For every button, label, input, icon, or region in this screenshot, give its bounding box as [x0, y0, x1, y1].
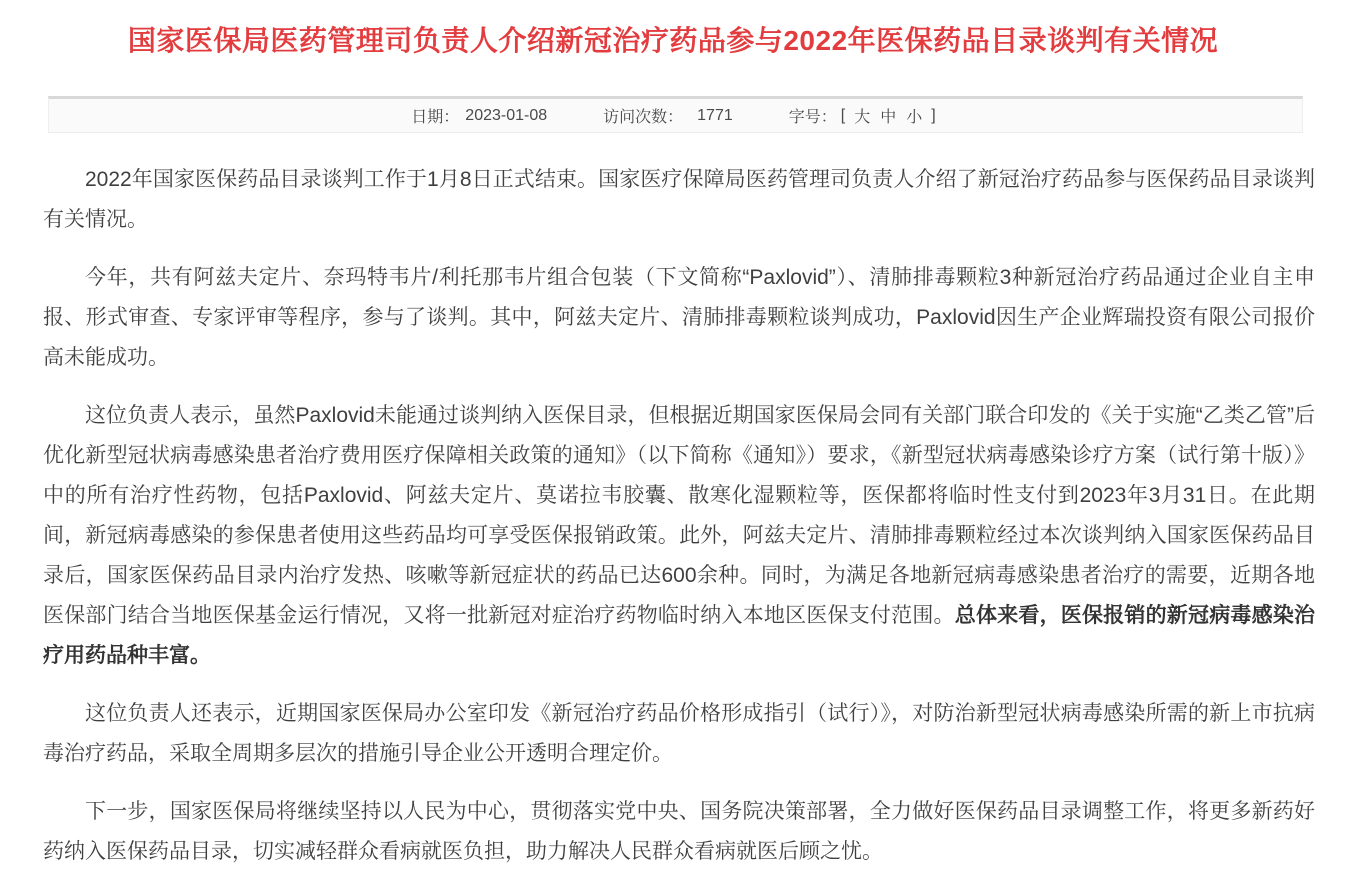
paragraph-bold-text: 总体来看，医保报销的新冠病毒感染治疗用药品种丰富。 — [43, 604, 1316, 667]
visits-label: 访问次数： — [603, 109, 684, 126]
font-size-label: 字号： — [788, 109, 837, 126]
date-value: 2023-01-08 — [465, 106, 548, 124]
visits-count: 1771 — [697, 106, 733, 124]
paragraph-text: 这位负责人还表示，近期国家医保局办公室印发《新冠治疗药品价格形成指引（试行）》，对防治新型冠状病毒感染所需的新上市抗病毒治疗药品，采取全周期多层次的措施引导企业公开透明合理定价。 — [43, 702, 1315, 765]
paragraph-text: 这位负责人表示，虽然Paxlovid未能通过谈判纳入医保目录，但根据近期国家医保局会同有关部门联合印发的《关于实施“乙类乙管”后优化新型冠状病毒感染患者治疗费用医疗保障相关政策的通知》（以下简称《通知》）要求，《新型冠状病毒感染诊疗方案（试行第十版）》中的所有治疗性药物，包括Paxlovid、阿兹夫定片、莫诺拉韦胶囊、散寒化湿颗粒等，医保都将临时性支付到2023年3月31日。在此期间，新冠病毒感染的参保患者使用这些药品均可享受医保报销政策。此外，阿兹夫定片、清肺排毒颗粒经过本次谈判纳入国家医保药品目录后，国家医保药品目录内治疗发热、咳嗽等新冠症状的药品已达600余种。同时，为满足各地新冠病毒感染患者治疗的需要，近期各地医保部门结合当地医保基金运行情况，又将一批新冠对症治疗药物临时纳入本地区医保支付范围。 — [43, 404, 1315, 627]
paragraph — [43, 396, 1315, 676]
date-label: 日期： — [411, 109, 460, 126]
paragraph — [43, 160, 1315, 240]
font-size-small-button[interactable]: 小 — [901, 104, 927, 127]
meta-bar — [48, 96, 1303, 133]
paragraph — [43, 694, 1315, 774]
paragraph-text: 下一步，国家医保局将继续坚持以人民为中心，贯彻落实党中央、国务院决策部署，全力做好医保药品目录调整工作，将更多新药好药纳入医保药品目录，切实减轻群众看病就医负担，助力解决人民群众看病就医后顾之忧。 — [43, 800, 1315, 863]
article-body — [43, 160, 1315, 872]
font-size-large-button[interactable]: 大 — [849, 104, 875, 127]
font-size-controls — [789, 104, 940, 127]
paragraph-text: 今年，共有阿兹夫定片、奈玛特韦片/利托那韦片组合包装（下文简称“Paxlovid”）、清肺排毒颗粒3种新冠治疗药品通过企业自主申报、形式审查、专家评审等程序，参与了谈判。其中，阿兹夫定片、清肺排毒颗粒谈判成功，Paxlovid因生产企业辉瑞投资有限公司报价高未能成功。 — [43, 266, 1315, 369]
date-group — [411, 104, 547, 127]
page-title: 国家医保局医药管理司负责人介绍新冠治疗药品参与2022年医保药品目录谈判有关情况 — [127, 25, 1219, 56]
bracket-close: ] — [931, 106, 936, 124]
paragraph-text: 2022年国家医保药品目录谈判工作于1月8日正式结束。国家医疗保障局医药管理司负责人介绍了新冠治疗药品参与医保药品目录谈判有关情况。 — [43, 168, 1315, 231]
font-size-medium-button[interactable]: 中 — [875, 104, 901, 127]
visits-group — [603, 104, 733, 127]
paragraph — [43, 258, 1315, 378]
paragraph — [43, 792, 1315, 872]
bracket-open: [ — [840, 106, 846, 124]
